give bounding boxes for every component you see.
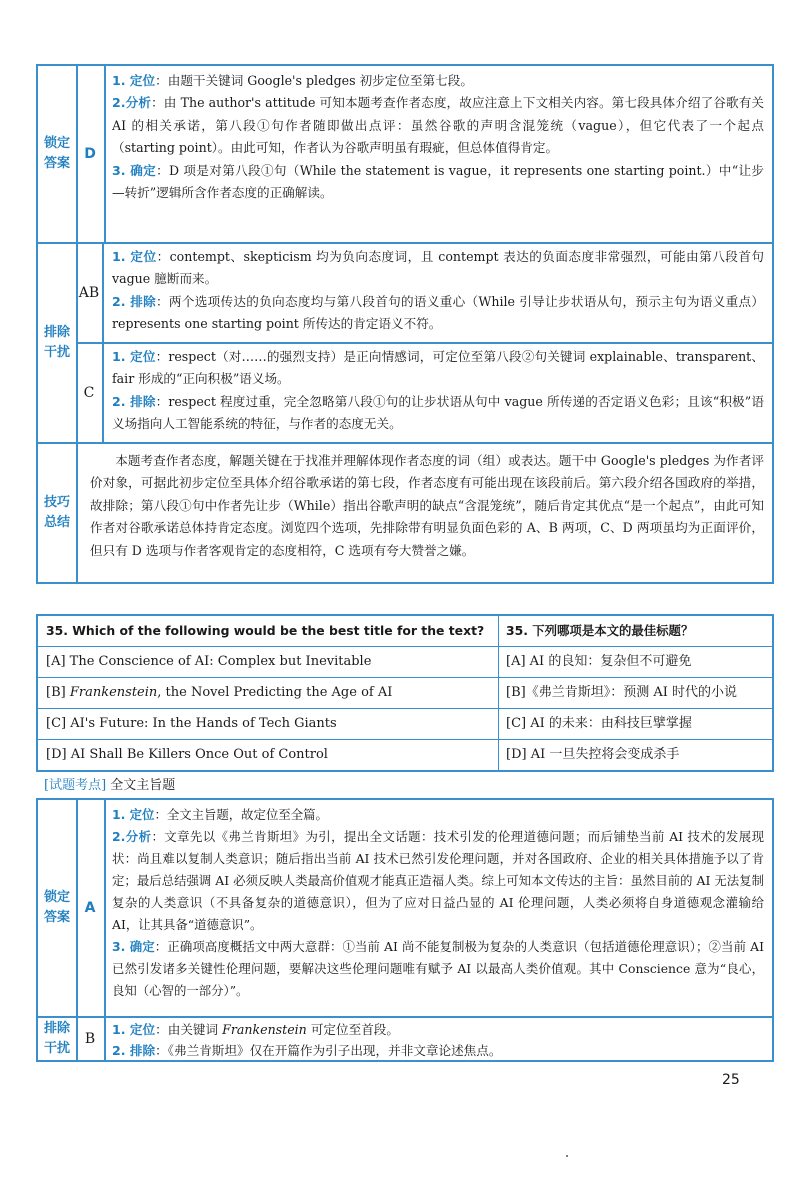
eliminate-row-35 — [38, 1016, 772, 1060]
option-b-zh: [B]《弗兰肯斯坦》：预测 AI 时代的小说 — [506, 685, 737, 700]
option-d-zh: [D] AI 一旦失控将会变成杀手 — [506, 747, 680, 762]
tips-summary-text: 本题考查作者态度，解题关键在于找准并理解体现作者态度的词（组）或表达。题干中 Google's pledges 为作者评价对象，可据此初步定位至具体介绍谷歌承诺的第七段，作者态度有可能出现在该段前后。第六段介绍各国政府的举措，故排除；第八段①句中作者先让步（While）指出谷歌声明的缺点“含混笼统”，随后肯定其优点“是一个起点”，由此可知作者对谷歌承诺总体持肯定态度。浏览四个选项，先排除带有明显负面色彩的 A、B 两项，C、D 两项虽均为正面评价，但只有 D 选项与作者客观肯定的态度相符，C 选项有夸大赞誉之嫌。 — [90, 453, 764, 558]
option-row-a — [38, 646, 772, 677]
option-b-content-35: 1. 定位：由关键词 Frankenstein 可定位至首段。 2. 排除：《弗兰肯斯坦》仅在开篇作为引子出现，并非文章论述焦点。 — [112, 1022, 502, 1058]
question-35-table — [36, 614, 774, 772]
analysis-table-35 — [36, 798, 774, 1062]
option-a-en: [A] The Conscience of AI: Complex but Inevitable — [46, 654, 372, 669]
lock-answer-content: 1. 定位：由题干关键词 Google's pledges 初步定位至第七段。 2.分析：由 The author's attitude 可知本题考查作者态度，故应注意上下文相关内容。第七段具体介绍了谷歌有关 AI 的相关承诺，第八段①句作者随即做出点评：虽然谷歌的声明含混笼统（vague），但它代表了一个起点（starting point）。由此可知，作者认为谷歌声明虽有瑕疵，但总体值得肯定。 3. 确定：D 项是对第八段①句（While the statement is vague，it represents one starting point.）中“让步—转折”逻辑所含作者态度的正确解读。 — [112, 73, 764, 201]
scan-speck — [566, 1155, 568, 1157]
tips-summary-label: 技巧 总结 — [38, 444, 78, 582]
lock-answer-label: 锁定 答案 — [38, 66, 78, 242]
option-row-d — [38, 739, 772, 770]
option-c-content: 1. 定位：respect（对……的强烈支持）是正向情感词，可定位至第八段②句关键词 explainable、transparent、fair 形成的“正向积极”语义场。 2. 排除：respect 程度过重，完全忽略第八段①句的让步状语从句中 vague 所传递的否定语义色彩；且该“积极”语义场指向人工智能系统的特征，与作者的态度无关。 — [112, 349, 764, 432]
option-b-letter-35: B — [76, 1018, 106, 1060]
option-b-en: [B] Frankenstein, the Novel Predicting the Age of AI — [46, 685, 393, 700]
option-ab-content: 1. 定位：contempt、skepticism 均为负向态度词，且 contempt 表达的负面态度非常强烈，可能由第八段首句 vague 臆断而来。 2. 排除：两个选项传达的负向态度均与第八段首句的语义重心（While 引导让步状语从句，预示主句为语义重点）represents one starting point 所传达的肯定语义不符。 — [112, 249, 765, 332]
lock-answer-content-35: 1. 定位：全文主旨题，故定位至全篇。 2.分析：文章先以《弗兰肯斯坦》为引，提出全文话题：技术引发的伦理道德问题；而后铺垫当前 AI 技术的发展现状：尚且难以复制人类意识；随后指出当前 AI 技术已然引发伦理问题，并对各国政府、企业的相关具体措施予以了肯定；最后总结强调 AI 必须反映人类最高价值观才能真正造福人类。综上可知本文传达的主旨：虽然目前的 AI 无法复制复杂的人类意识（不具备复杂的道德意识），但为了应对日益凸显的 AI 伦理问题，人类必须将自身道德观念灌输给 AI，让其具备“道德意识”。 3. 确定：正确项高度概括文中两大意群：①当前 AI 尚不能复制极为复杂的人类意识（包括道德伦理意识）；②当前 AI 已然引发诸多关键性伦理问题，要解决这些伦理问题唯有赋予 AI 以最高人类价值观。其中 Conscience 意为“良心，良知（心智的一部分）”。 — [112, 807, 764, 998]
option-ab-row — [76, 244, 772, 342]
answer-letter: D — [76, 66, 106, 242]
tips-summary-row — [38, 442, 772, 582]
topic-tag: [试题考点] — [44, 778, 107, 793]
option-row-c — [38, 708, 772, 739]
lock-answer-label-35: 锁定 答案 — [38, 800, 78, 1016]
option-c-row — [76, 342, 772, 442]
option-ab-letter: AB — [76, 244, 104, 342]
answer-letter-35: A — [76, 800, 106, 1016]
question-header-en: 35. Which of the following would be the best title for the text? — [46, 623, 485, 638]
eliminate-label-35: 排除 干扰 — [38, 1018, 78, 1060]
question-topic — [44, 774, 175, 793]
topic-text: 全文主旨题 — [110, 778, 176, 793]
question-header-zh: 35. 下列哪项是本文的最佳标题？ — [506, 623, 694, 638]
eliminate-label: 排除 干扰 — [38, 244, 78, 442]
option-row-b — [38, 677, 772, 708]
question-header-row — [38, 616, 772, 646]
analysis-table-34 — [36, 64, 774, 584]
lock-answer-row — [38, 66, 772, 242]
option-c-letter: C — [76, 344, 104, 442]
eliminate-section — [38, 242, 772, 442]
lock-answer-row-35 — [38, 800, 772, 1016]
option-c-zh: [C] AI 的未来：由科技巨擘掌握 — [506, 716, 692, 731]
option-a-zh: [A] AI 的良知：复杂但不可避免 — [506, 654, 692, 669]
option-d-en: [D] AI Shall Be Killers Once Out of Control — [46, 747, 328, 762]
option-c-en: [C] AI's Future: In the Hands of Tech Giants — [46, 716, 337, 731]
page-number: 25 — [722, 1072, 740, 1088]
